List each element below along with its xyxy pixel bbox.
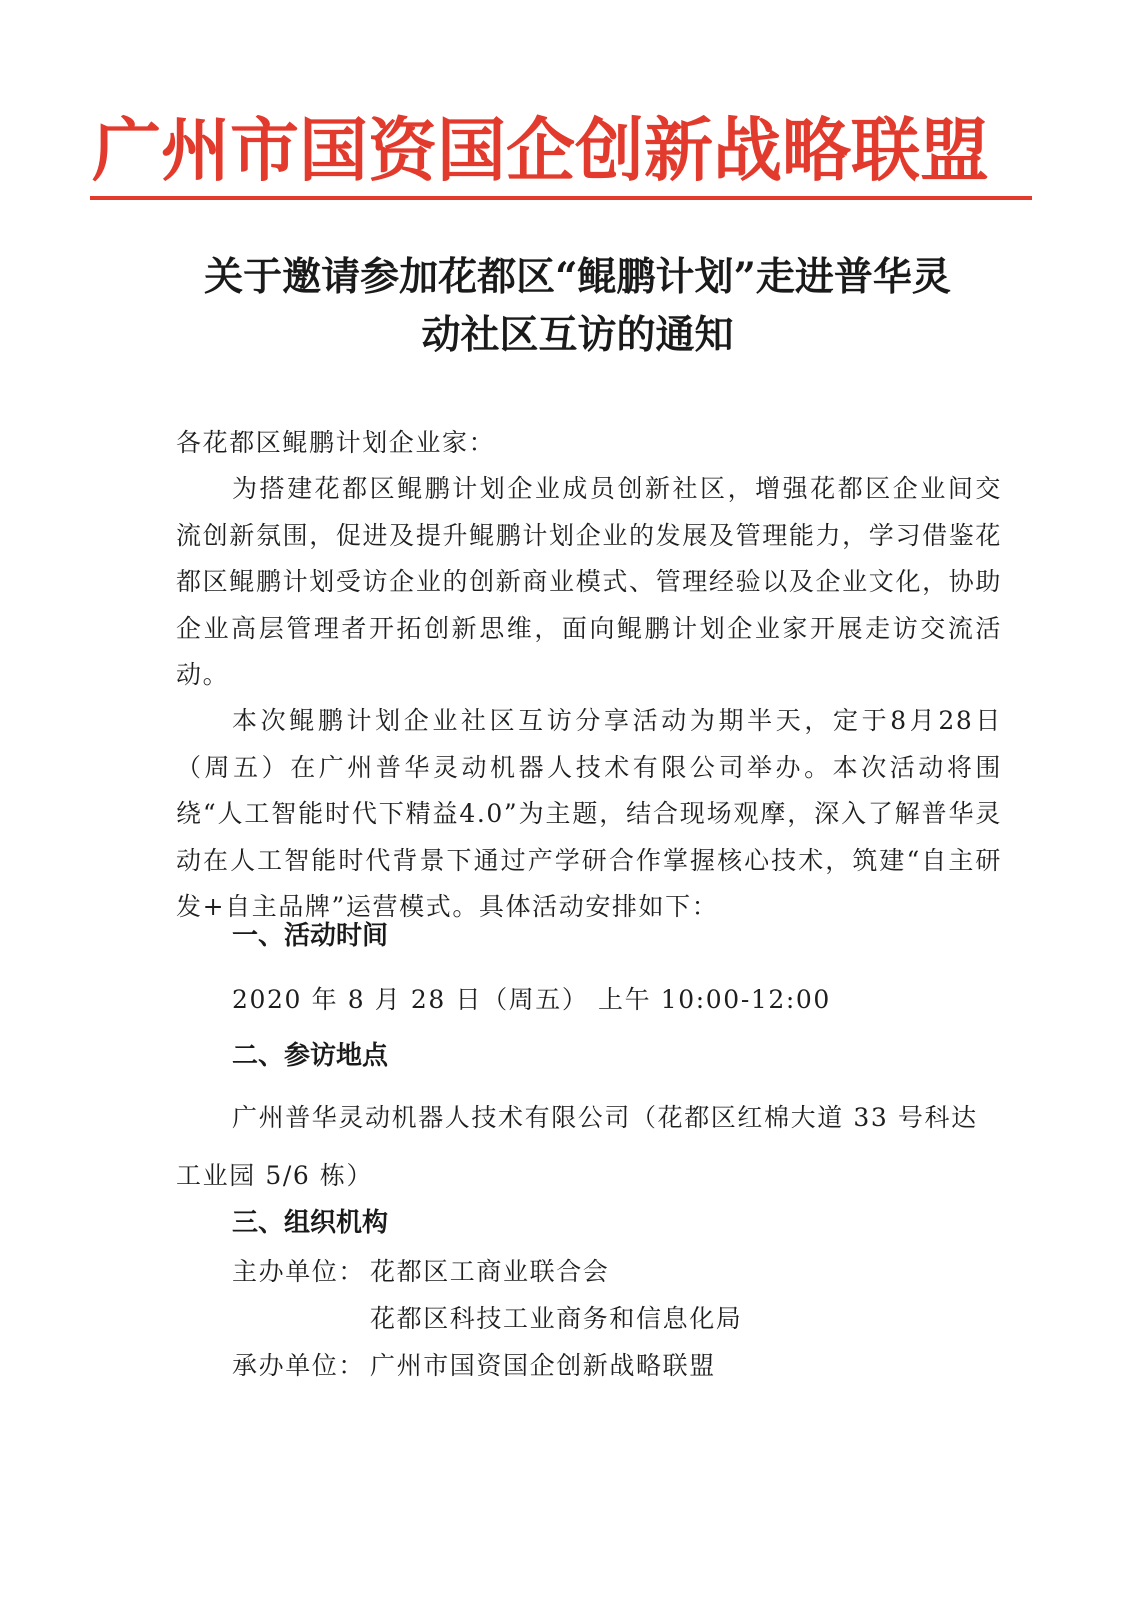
- host-name-2: 花都区科技工业商务和信息化局: [370, 1304, 743, 1333]
- host-label: 主办单位：: [232, 1257, 366, 1286]
- paragraph-event-overview: 本次鲲鹏计划企业社区互访分享活动为期半天，定于8月28日（周五）在广州普华灵动机器人技术有限公司举办。本次活动将围绕“人工智能时代下精益4.0”为主题，结合现场观摩，深入了解普华灵动在人工智能时代背景下通过产学研合作掌握核心技术，筑建“自主研发+自主品牌”运营模式。具体活动安排如下：: [176, 706, 1002, 921]
- organizer-row: [232, 1346, 716, 1386]
- section-heading-time: 一、活动时间: [232, 921, 389, 951]
- event-place: 广州普华灵动机器人技术有限公司（花都区红棉大道 33 号科达工业园 5/6 栋）: [176, 1103, 978, 1190]
- salutation: 各花都区鲲鹏计划企业家：: [176, 428, 496, 457]
- organizer-name: 广州市国资国企创新战略联盟: [370, 1351, 716, 1380]
- title-line-2: 动社区互访的通知: [421, 312, 734, 358]
- section-heading-organizers: 三、组织机构: [232, 1208, 389, 1238]
- paragraph-purpose: 为搭建花都区鲲鹏计划企业成员创新社区，增强花都区企业间交流创新氛围，促进及提升鲲鹏计划企业的发展及管理能力，学习借鉴花都区鲲鹏计划受访企业的创新商业模式、管理经验以及企业文化，协助企业高层管理者开拓创新思维，面向鲲鹏计划企业家开展走访交流活动。: [176, 474, 1002, 689]
- host-row-1: [232, 1252, 609, 1292]
- organizer-label: 承办单位：: [232, 1351, 366, 1380]
- letterhead-divider: [90, 196, 1032, 200]
- letterhead-org-name: 广州市国资国企创新战略联盟: [92, 110, 989, 191]
- event-time: 2020 年 8 月 28 日（周五） 上午 10:00-12:00: [232, 985, 831, 1014]
- document-title: [150, 248, 1005, 364]
- title-line-1: 关于邀请参加花都区“鲲鹏计划”走进普华灵: [204, 254, 951, 300]
- host-row-2: [232, 1299, 742, 1339]
- host-name-1: 花都区工商业联合会: [370, 1257, 610, 1286]
- section-heading-place: 二、参访地点: [232, 1041, 389, 1071]
